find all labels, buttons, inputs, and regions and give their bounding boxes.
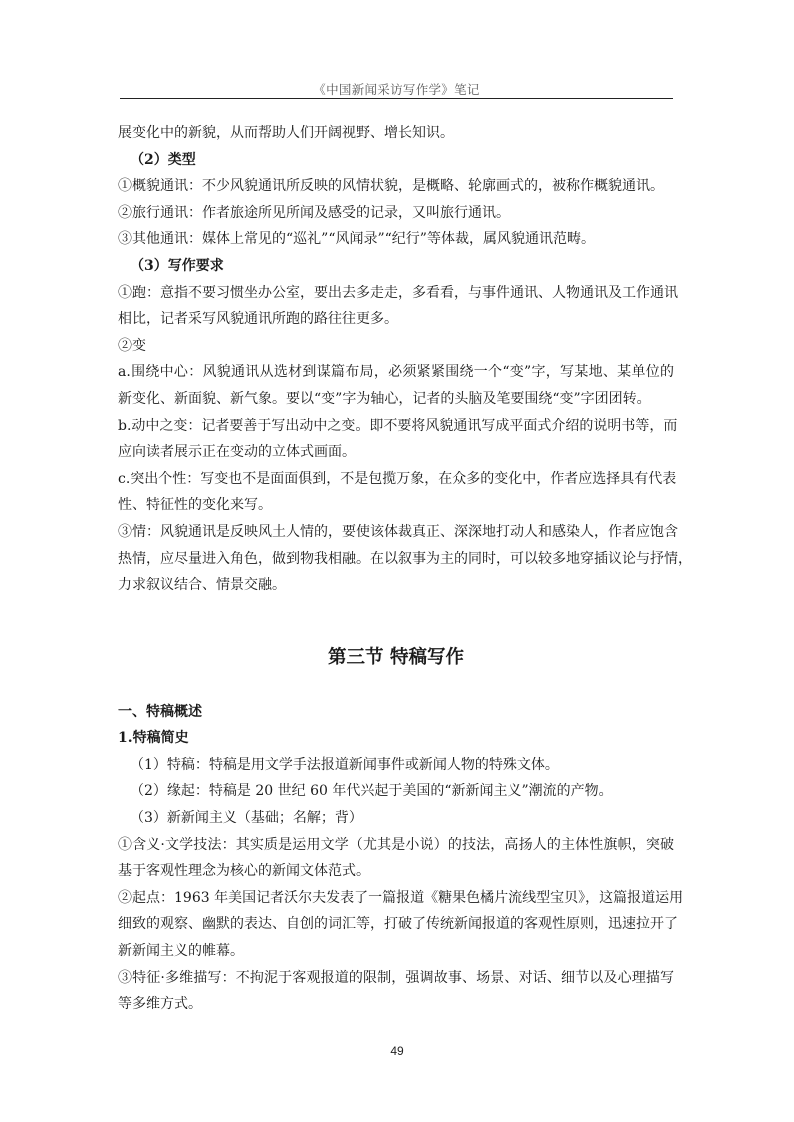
paragraph-line: ③其他通讯：媒体上常见的“巡礼”“风闻录”“纪行”等体裁，属风貌通讯范畴。 xyxy=(118,231,595,248)
paragraph-line: （3）新新闻主义（基础；名解；背） xyxy=(130,810,363,827)
paragraph-line: ①含义·文学技法：其实质是运用文学（尤其是小说）的技法，高扬人的主体性旗帜，突破 xyxy=(118,836,674,853)
paragraph-line: ②变 xyxy=(118,337,146,354)
paragraph-line: b.动中之变：记者要善于写出动中之变。即不要将风貌通讯写成平面式介绍的说明书等，而 xyxy=(118,417,678,434)
paragraph-line: ②旅行通讯：作者旅途所见所闻及感受的记录，又叫旅行通讯。 xyxy=(118,204,510,221)
paragraph-line: 新新闻主义的帷幕。 xyxy=(118,943,244,960)
section-title: 第三节 特稿写作 xyxy=(328,646,464,668)
subheading-types: （2）类型 xyxy=(130,151,196,168)
paragraph-line: 性、特征性的变化来写。 xyxy=(118,497,272,514)
paragraph-line: 新变化、新面貌、新气象。要以“变”字为轴心，记者的头脑及笔要围绕“变”字团团转。 xyxy=(118,390,651,407)
paragraph-line: 细致的观察、幽默的表达、自创的词汇等，打破了传统新闻报道的客观性原则，迅速拉开了 xyxy=(118,916,678,933)
document-body xyxy=(118,120,692,1018)
paragraph-line: a.围绕中心：风貌通讯从选材到谋篇布局，必须紧紧围绕一个“变”字，写某地、某单位的 xyxy=(118,364,674,381)
paragraph-line: 力求叙议结合、情景交融。 xyxy=(118,577,286,594)
paragraph-line: c.突出个性：写变也不是面面俱到，不是包揽万象，在众多的变化中，作者应选择具有代表 xyxy=(118,470,677,487)
paragraph-line: ②起点：1963 年美国记者沃尔夫发表了一篇报道《糖果色橘片流线型宝贝》，这篇报道运用 xyxy=(118,889,684,906)
paragraph-line: ③特征·多维描写：不拘泥于客观报道的限制，强调故事、场景、对话、细节以及心理描写 xyxy=(118,969,674,986)
paragraph-line: （1）特稿：特稿是用文学手法报道新闻事件或新闻人物的特殊文体。 xyxy=(130,756,559,773)
subheading-history: 1.特稿简史 xyxy=(118,730,189,747)
paragraph-line: ③情：风貌通讯是反映风土人情的，要使该体裁真正、深深地打动人和感染人，作者应饱含 xyxy=(118,523,678,540)
page-number: 49 xyxy=(390,1044,404,1058)
page-header: 《中国新闻采访写作学》笔记 xyxy=(313,82,480,97)
paragraph-line: 展变化中的新貌，从而帮助人们开阔视野、增长知识。 xyxy=(118,125,454,141)
paragraph-line: （2）缘起：特稿是 20 世纪 60 年代兴起于美国的“新新闻主义”潮流的产物。 xyxy=(130,783,613,800)
paragraph-line: 应向读者展示正在变动的立体式画面。 xyxy=(118,444,356,461)
paragraph-line: ①跑：意指不要习惯坐办公室，要出去多走走，多看看，与事件通讯、人物通讯及工作通讯 xyxy=(118,284,678,301)
subheading-requirements: （3）写作要求 xyxy=(130,257,224,274)
paragraph-line: 相比，记者采写风貌通讯所跑的路往往更多。 xyxy=(118,311,398,328)
paragraph-line: 热情，应尽量进入角色，做到物我相融。在以叙事为主的同时，可以较多地穿插议论与抒情， xyxy=(118,550,692,567)
paragraph-line: 等多维方式。 xyxy=(118,996,202,1013)
chapter-subheading: 一、特稿概述 xyxy=(118,703,202,720)
paragraph-line: 基于客观性理念为核心的新闻文体范式。 xyxy=(118,863,370,880)
header-divider xyxy=(120,98,673,99)
paragraph-line: ①概貌通讯：不少风貌通讯所反映的风情状貌，是概略、轮廓画式的，被称作概貌通讯。 xyxy=(118,178,664,195)
